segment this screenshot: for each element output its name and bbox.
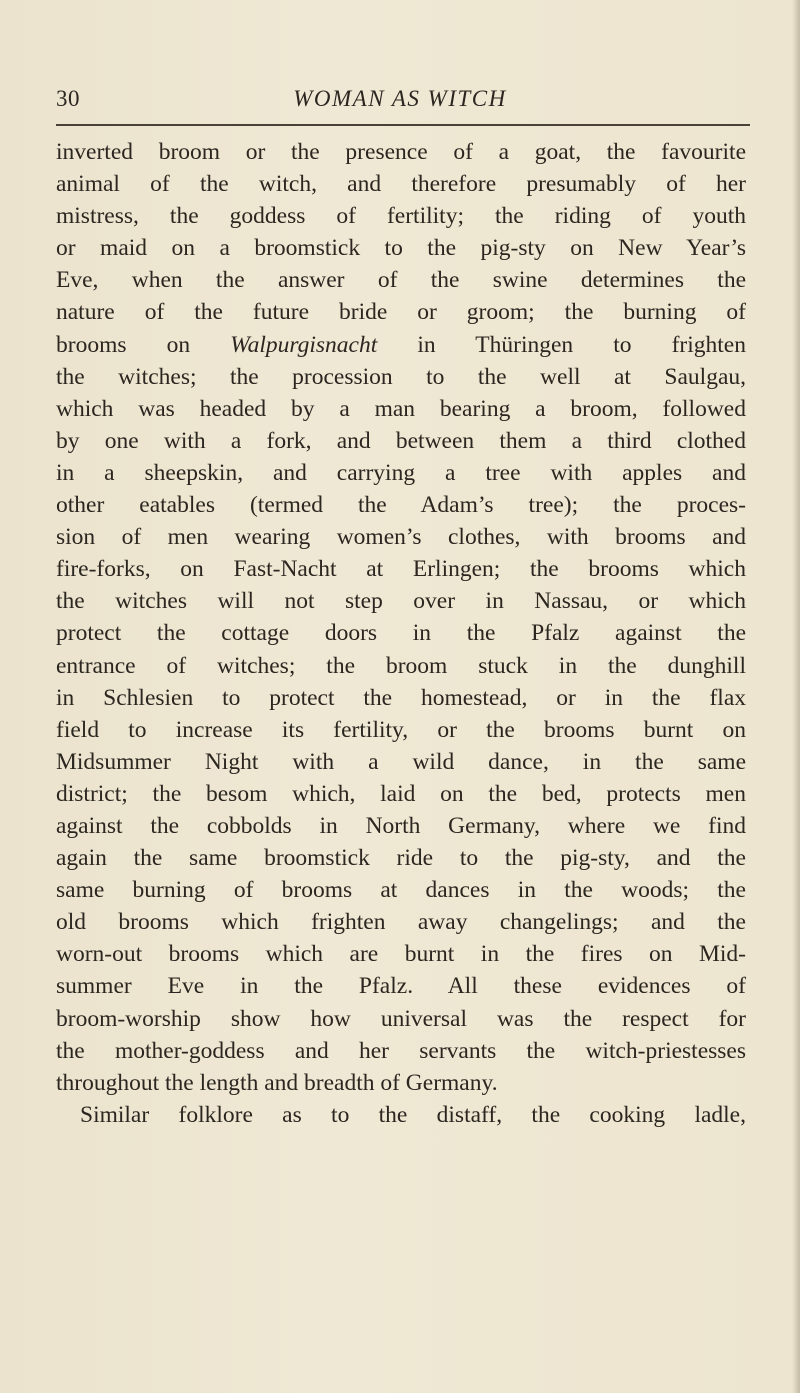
text-line: animal of the witch, and therefore presumably of her bbox=[56, 171, 746, 198]
page-header bbox=[56, 86, 744, 120]
text-line: worn-out brooms which are burnt in the fires on Mid- bbox=[56, 941, 746, 968]
text-line bbox=[56, 329, 746, 361]
text-line: Similar folklore as to the distaff, the cooking ladle, bbox=[80, 1101, 746, 1128]
text-line: again the same broomstick ride to the pig-sty, and the bbox=[56, 845, 746, 872]
text-line: field to increase its fertility, or the brooms burnt on bbox=[56, 716, 746, 743]
text-segment: in Thüringen to frighten bbox=[417, 331, 746, 358]
text-line: broom-worship show how universal was the respect for bbox=[56, 1005, 746, 1032]
text-line: nature of the future bride or groom; the burning of bbox=[56, 299, 746, 326]
text-line: sion of men wearing women’s clothes, with brooms and bbox=[56, 524, 746, 551]
text-line: fire-forks, on Fast-Nacht at Erlingen; the brooms which bbox=[56, 556, 746, 583]
text-segment: brooms on bbox=[56, 331, 191, 358]
text-line: throughout the length and breadth of Germany. bbox=[56, 1069, 498, 1096]
header-rule bbox=[56, 124, 750, 126]
text-line: same burning of brooms at dances in the woods; the bbox=[56, 877, 746, 904]
page-number: 30 bbox=[56, 86, 80, 111]
text-line: the mother-goddess and her servants the witch-priestesses bbox=[56, 1037, 746, 1064]
text-line: other eatables (termed the Adam’s tree); the proces- bbox=[56, 492, 746, 519]
text-line: old brooms which frighten away changelings; and the bbox=[56, 909, 746, 936]
text-line: by one with a fork, and between them a third clothed bbox=[56, 427, 746, 454]
text-line: or maid on a broomstick to the pig-sty on New Year’s bbox=[56, 235, 746, 262]
text-line: which was headed by a man bearing a broom, followed bbox=[56, 395, 746, 422]
body-text bbox=[56, 136, 746, 1131]
page-edge bbox=[792, 0, 800, 1393]
running-title: WOMAN AS WITCH bbox=[293, 86, 507, 111]
text-line: Midsummer Night with a wild dance, in the same bbox=[56, 748, 746, 775]
text-line: district; the besom which, laid on the bed, protects men bbox=[56, 780, 746, 807]
text-line: protect the cottage doors in the Pfalz against the bbox=[56, 620, 746, 647]
text-line: entrance of witches; the broom stuck in the dunghill bbox=[56, 652, 746, 679]
text-line: summer Eve in the Pfalz. All these evidences of bbox=[56, 973, 746, 1000]
text-line: in a sheepskin, and carrying a tree with apples and bbox=[56, 459, 746, 486]
text-line: in Schlesien to protect the homestead, or in the flax bbox=[56, 684, 746, 711]
text-line: against the cobbolds in North Germany, where we find bbox=[56, 812, 746, 839]
italic-term: Walpurgisnacht bbox=[230, 331, 378, 358]
text-line: the witches will not step over in Nassau, or which bbox=[56, 588, 746, 615]
text-line: mistress, the goddess of fertility; the riding of youth bbox=[56, 203, 746, 230]
text-line: the witches; the procession to the well at Saulgau, bbox=[56, 363, 746, 390]
text-line: Eve, when the answer of the swine determines the bbox=[56, 267, 746, 294]
text-line: inverted broom or the presence of a goat, the favourite bbox=[56, 139, 746, 165]
